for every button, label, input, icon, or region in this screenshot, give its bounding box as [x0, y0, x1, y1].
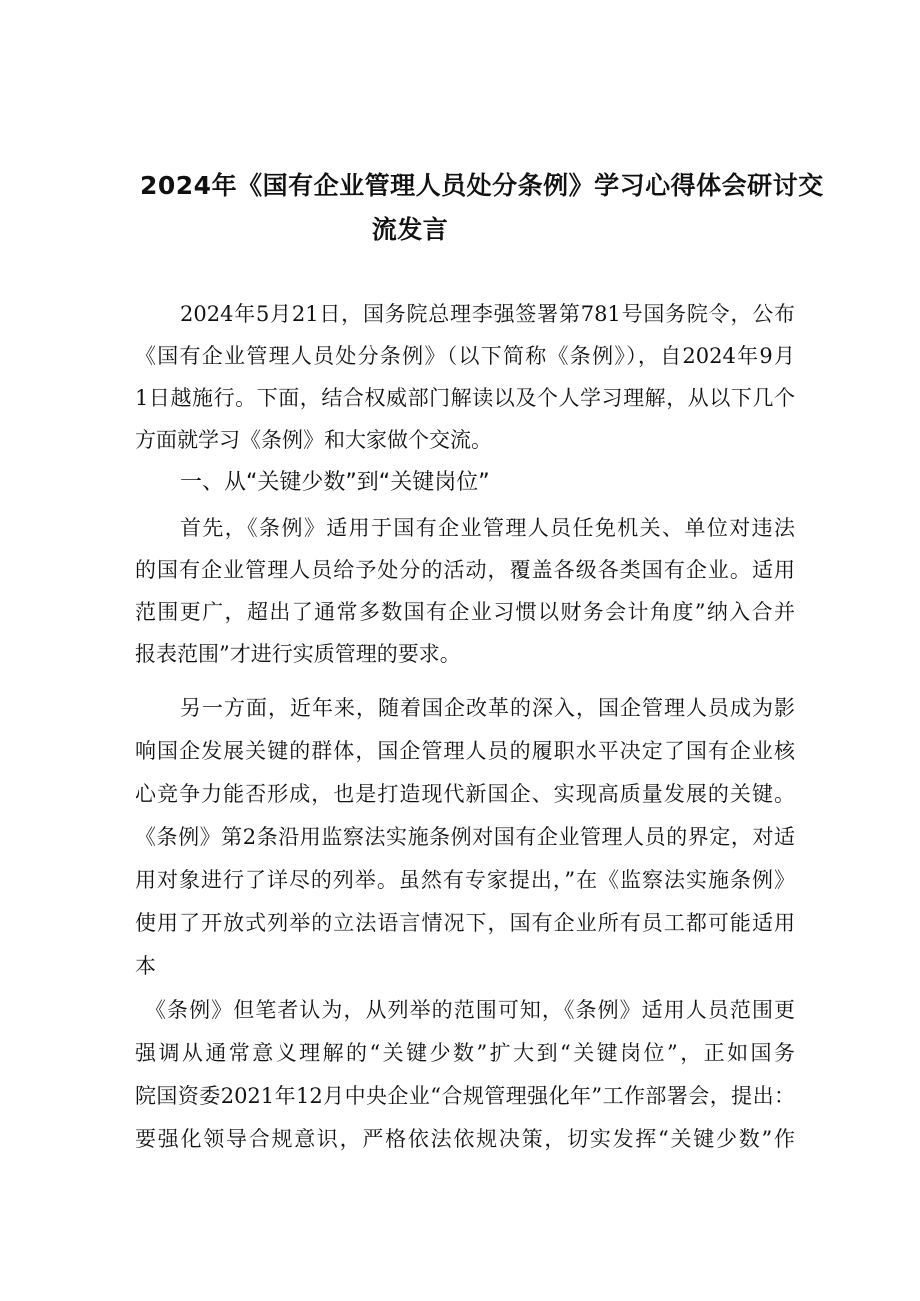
para2-line-3: 心竞争力能否形成，也是打造现代新国企、实现高质量发展的关键。 [135, 782, 795, 806]
para1-line-1: 首先，《条例》适用于国有企业管理人员任免机关、单位对违法 [180, 516, 795, 540]
para1-line-4: 报表范围”才进行实质管理的要求。 [135, 642, 461, 666]
para2-line-5: 用对象进行了详尽的列举。虽然有专家提出，”在《监察法实施条例》 [135, 868, 795, 892]
intro-line-4: 方面就学习《条例》和大家做个交流。 [135, 428, 492, 452]
para3-line-1: 《条例》但笔者认为，从列举的范围可知，《条例》适用人员范围更 [145, 998, 795, 1022]
document-title-line-2: 流发言 [371, 215, 449, 244]
para2-line-7: 本 [135, 954, 156, 978]
para3-line-3: 院国资委2021年12月中央企业“合规管理强化年”工作部署会，提出： [135, 1084, 795, 1108]
para2-line-4: 《条例》第2条沿用监察法实施条例对国有企业管理人员的界定，对适 [135, 825, 795, 849]
intro-line-2: 《国有企业管理人员处分条例》（以下简称《条例》），自2024年9月 [135, 344, 795, 368]
para2-line-2: 响国企发展关键的群体，国企管理人员的履职水平决定了国有企业核 [135, 739, 795, 763]
intro-line-1: 2024年5月21日，国务院总理李强签署第781号国务院令，公布 [180, 302, 795, 326]
para3-line-4: 要强化领导合规意识，严格依法依规决策，切实发挥“关键少数”作 [135, 1127, 795, 1151]
section-heading-1: 一、从“关键少数”到“关键岗位” [180, 470, 490, 495]
para2-line-6: 使用了开放式列举的立法语言情况下，国有企业所有员工都可能适用 [135, 911, 795, 935]
para2-line-1: 另一方面，近年来，随着国企改革的深入，国企管理人员成为影 [180, 696, 795, 720]
para1-line-2: 的国有企业管理人员给予处分的活动，覆盖各级各类国有企业。适用 [135, 558, 795, 582]
para1-line-3: 范围更广，超出了通常多数国有企业习惯以财务会计角度”纳入合并 [135, 600, 795, 624]
document-title-line-1: 2024年《国有企业管理人员处分条例》学习心得体会研讨交 [140, 171, 824, 200]
para3-line-2: 强调从通常意义理解的“关键少数”扩大到“关键岗位”，正如国务 [135, 1041, 795, 1065]
intro-line-3: 1日越施行。下面，结合权威部门解读以及个人学习理解，从以下几个 [135, 386, 795, 410]
